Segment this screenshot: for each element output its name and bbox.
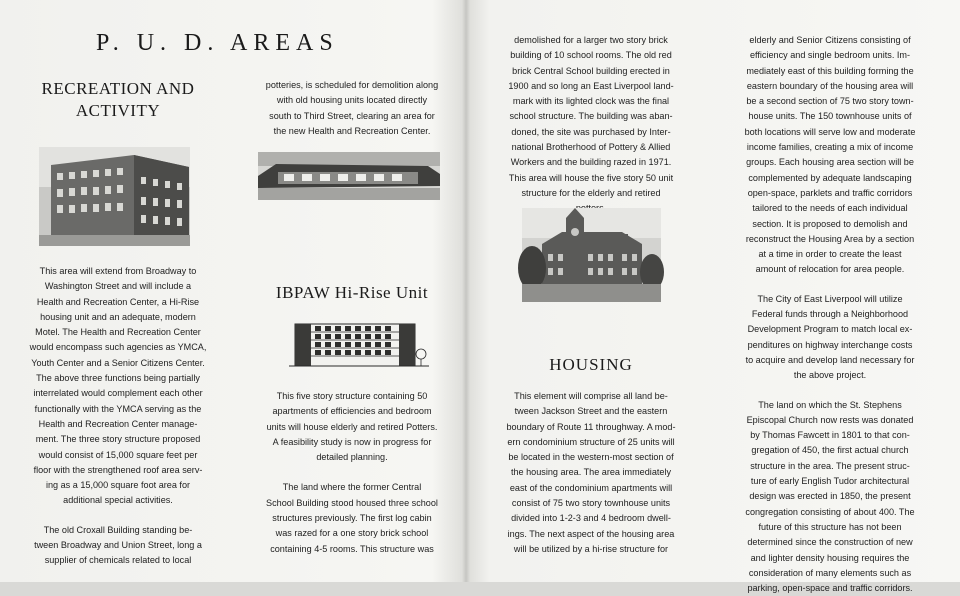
school-photo xyxy=(522,208,661,302)
text-line: house units. The 150 townhouse units of xyxy=(748,111,912,122)
text-line: to acquire and develop land necessary for xyxy=(745,354,915,365)
school-history-paragraph xyxy=(490,33,692,217)
text-line: This element will comprise all land be- xyxy=(514,391,668,401)
text-line: consist of 75 two story townhouse units xyxy=(511,498,671,509)
text-line: Washington Street and will include a xyxy=(44,281,192,292)
text-line: penditures on highway interchange costs xyxy=(747,339,913,350)
text-line: ern condominium structure of 25 units will xyxy=(507,436,675,447)
column-1 xyxy=(22,78,214,122)
housing-text xyxy=(490,389,692,557)
text-line: structure in the area. The present struc- xyxy=(750,460,910,471)
text-line: by Thomas Fawcett in 1801 to that con- xyxy=(750,430,910,441)
text-line: congregation consisting of about 400. The xyxy=(745,506,915,517)
text-line: Health and Recreation Center, a Hi-Rise xyxy=(36,296,200,307)
text-line: ture of early English Tudor architectural xyxy=(750,476,910,487)
text-line: be a second section of 75 two story town- xyxy=(746,96,914,107)
housing-paragraph xyxy=(490,389,692,557)
text-line: be located in the western-most section of xyxy=(508,452,674,463)
text-line: brick Central School building erected in xyxy=(512,65,670,76)
text-line: eastern boundary of the housing area will xyxy=(746,80,914,91)
land-paragraph xyxy=(252,480,452,556)
city-funds-paragraph xyxy=(727,292,933,384)
text-line: was razed for a one story brick school xyxy=(275,528,429,539)
text-line: tween Broadway and Union Street, long a xyxy=(34,540,202,551)
text-line: efficiency and single bedroom units. Im- xyxy=(749,50,911,61)
text-line: at a time in order to create the least xyxy=(758,249,902,260)
text-line: amount of relocation for area people. xyxy=(755,264,905,275)
text-line: south to Third Street, clearing an area for xyxy=(269,110,435,121)
page-title: P. U. D. AREAS xyxy=(96,30,339,56)
text-line: ings. The next aspect of the housing area xyxy=(507,528,675,539)
text-line: mediately east of this building forming the xyxy=(746,65,914,76)
text-line: section. It is proposed to demolish and xyxy=(752,218,908,229)
hirise-section xyxy=(252,282,452,304)
text-line: Youth Center and a Senior Citizens Center. xyxy=(31,357,205,368)
text-line: units will house elderly and retired Potters. xyxy=(266,421,438,432)
croxall-paragraph xyxy=(22,523,214,569)
text-line: ment. The three story structure proposed xyxy=(35,434,201,445)
text-line: income families, creating a mix of income xyxy=(746,142,914,153)
hirise-heading: IBPAW Hi-Rise Unit xyxy=(275,283,429,302)
text-line: the above project. xyxy=(793,370,867,381)
text-line: supplier of chemicals related to local xyxy=(44,555,192,566)
hirise-drawing xyxy=(289,320,429,370)
text-line: structures previously. The first log cabin xyxy=(272,513,432,524)
text-line: gregation of 450, the first actual church xyxy=(751,445,909,456)
text-line: building of 10 school rooms. The old red xyxy=(510,50,672,61)
building-photo xyxy=(39,147,190,246)
text-line: divided into 1-2-3 and 4 bedroom dwell- xyxy=(511,513,671,524)
text-line: The City of East Liverpool will utilize xyxy=(757,293,903,304)
text-line: mark with its lighted clock was the final xyxy=(512,96,670,107)
recreation-text xyxy=(22,264,214,569)
recreation-paragraph xyxy=(22,264,214,509)
text-line: A feasibility study is now in progress for xyxy=(272,436,432,447)
page-fold xyxy=(462,0,470,582)
hirise-text xyxy=(252,389,452,557)
text-line: tailored to the needs of each individual xyxy=(752,203,908,214)
text-line: would consist of 15,000 square feet per xyxy=(38,449,198,460)
text-line: the new Health and Recreation Center. xyxy=(273,125,431,136)
text-line: with old housing units located directly xyxy=(276,95,428,106)
text-line: boundary of Route 11 throughway. A mod- xyxy=(506,421,676,432)
housing-continued-paragraph xyxy=(727,33,933,278)
text-line: apartments of efficiencies and bedroom xyxy=(272,406,432,417)
text-line: doned, the site was purchased by Inter- xyxy=(511,126,671,137)
text-line: Episcopal Church now rests was donated xyxy=(746,414,914,425)
text-line: interrelated would complement each other xyxy=(33,388,203,399)
text-line: Federal funds through a Neighborhood xyxy=(751,309,909,320)
text-line: design was erected in 1850, the present xyxy=(749,491,911,502)
text-line: Development Program to match local ex- xyxy=(747,324,913,335)
text-line: The land on which the St. Stephens xyxy=(758,399,902,410)
text-line: reconstruct the Housing Area by a section xyxy=(745,233,915,244)
text-line: consideration of many elements such as xyxy=(748,567,912,578)
text-line: 1900 and so long an East Liverpool land- xyxy=(508,80,674,91)
text-line: school structure. The building was aban- xyxy=(509,111,673,122)
text-line: housing unit and an adequate, modern xyxy=(40,311,196,322)
text-line: both locations will serve low and moderate xyxy=(744,126,916,137)
text-line: The land where the former Central xyxy=(282,482,422,493)
text-line: ing as a 15,000 square foot area for xyxy=(45,480,191,491)
text-line: determined since the construction of new xyxy=(747,537,913,548)
text-line: floor with the strengthened roof area serv- xyxy=(33,464,203,475)
text-line: This area will extend from Broadway to xyxy=(39,266,197,276)
church-paragraph xyxy=(727,398,933,596)
text-line: groups. Each housing area section will be xyxy=(746,157,914,168)
text-line: Motel. The Health and Recreation Center xyxy=(35,327,201,338)
text-line: parking, open-space and traffic corridors. xyxy=(747,583,913,594)
text-line: Health and Recreation Center manage- xyxy=(38,418,198,429)
column-2 xyxy=(252,78,452,139)
text-line: east of the condominium apartments will xyxy=(509,482,673,493)
text-line: future of this structure has not been xyxy=(758,521,902,532)
text-line: structure for the elderly and retired xyxy=(521,187,661,198)
housing-section xyxy=(490,354,692,376)
text-line: potteries, is scheduled for demolition along xyxy=(265,80,439,90)
text-line: will be utilized by a hi-rise structure for xyxy=(513,543,669,554)
text-line: Workers and the building razed in 1971. xyxy=(510,157,672,168)
text-line: open-space, parklets and traffic corridors xyxy=(747,187,913,198)
text-line: and lighter density housing requires the xyxy=(750,552,910,563)
text-line: detailed planning. xyxy=(316,452,388,463)
column-4 xyxy=(727,33,933,596)
text-line: containing 4-5 rooms. This structure was xyxy=(270,543,434,554)
housing-heading: HOUSING xyxy=(549,355,633,374)
text-line: functionally with the YMCA serving as the xyxy=(34,403,202,414)
recreation-center-sketch xyxy=(258,152,440,200)
demolition-paragraph xyxy=(252,78,452,139)
text-line: The old Croxall Building standing be- xyxy=(43,524,193,535)
text-line: demolished for a larger two story brick xyxy=(514,35,668,45)
text-line: additional special activities. xyxy=(63,495,173,506)
text-line: This five story structure containing 50 xyxy=(276,391,428,401)
text-line: complemented by adequate landscaping xyxy=(748,172,912,183)
text-line: would encompass such agencies as YMCA, xyxy=(29,342,207,353)
column-3 xyxy=(490,33,692,217)
text-line: the housing area. The area immediately xyxy=(510,467,672,478)
text-line: The above three functions being partially xyxy=(36,373,200,384)
text-line: tween Jackson Street and the eastern xyxy=(514,406,668,417)
hirise-paragraph xyxy=(252,389,452,465)
text-line: School Building stood housed three school xyxy=(266,497,438,508)
recreation-heading: RECREATION AND ACTIVITY xyxy=(41,79,195,120)
text-line: national Brotherhood of Pottery & Allied xyxy=(511,142,671,153)
text-line: elderly and Senior Citizens consisting of xyxy=(749,35,911,45)
text-line: This area will house the five story 50 unit xyxy=(508,172,674,183)
